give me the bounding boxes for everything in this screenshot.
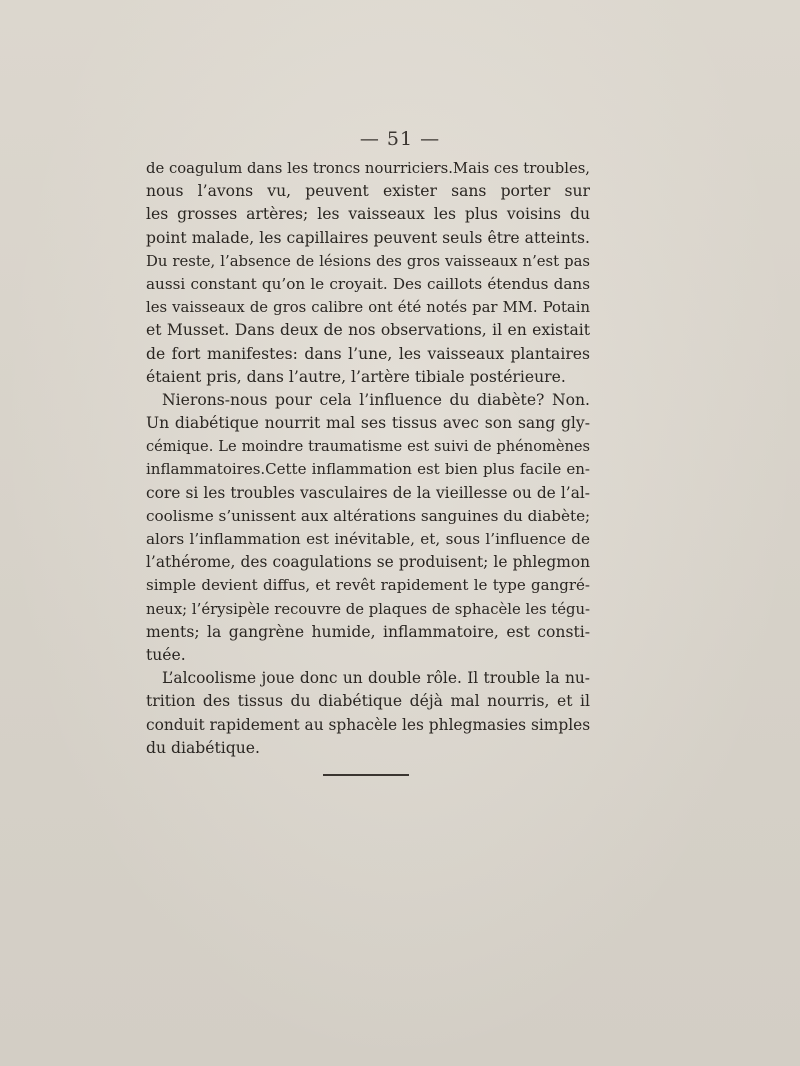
text-line: L’alcoolisme joue donc un double rôle. Il trouble la nu- [162, 669, 590, 688]
text-line: neux; l’érysipèle recouvre de plaques de sphacèle les tégu- [146, 600, 590, 618]
section-divider [323, 774, 409, 776]
text-line: Nierons-nous pour cela l’influence du diabète? Non. [162, 390, 590, 409]
text-line: conduit rapidement au sphacèle les phlegmasies simples [146, 715, 591, 734]
text-line: les vaisseaux de gros calibre ont été notés par MM. Potain [146, 299, 590, 317]
text-line: simple devient diffus, et revêt rapidement le type gangré- [146, 576, 590, 595]
text-line: étaient pris, dans l’autre, l’artère tibiale postérieure. [146, 367, 566, 386]
text-line: core si les troubles vasculaires de la vieillesse ou de l’al- [146, 483, 590, 502]
text-line: les grosses artères; les vaisseaux les plus voisins du [146, 205, 590, 224]
text-line: Du reste, l’absence de lésions des gros vaisseaux n’est pas [146, 252, 590, 270]
text-line: et Musset. Dans deux de nos observations, il en existait [146, 321, 590, 340]
text-line: cémique. Le moindre traumatisme est suivi de phénomènes [146, 438, 590, 456]
text-line: inflammatoires.Cette inflammation est bien plus facile en- [146, 460, 590, 479]
text-line: de coagulum dans les troncs nourriciers.Mais ces troubles, [146, 160, 590, 177]
text-line: nous l’avons vu, peuvent exister sans porter sur [146, 182, 590, 201]
page-number: — 51 — [359, 128, 441, 150]
text-line: alors l’inflammation est inévitable, et, sous l’influence de [146, 530, 590, 548]
text-line: tuée. [146, 645, 186, 664]
text-line: aussi constant qu’on le croyait. Des caillots étendus dans [146, 274, 590, 293]
body-text [146, 157, 590, 760]
text-line: point malade, les capillaires peuvent seuls être atteints. [146, 228, 590, 247]
text-line: de fort manifestes: dans l’une, les vaisseaux plantaires [146, 344, 590, 363]
text-line: l’athérome, des coagulations se produisent; le phlegmon [146, 553, 590, 572]
text-line: ments; la gangrène humide, inflammatoire, est consti- [146, 622, 590, 641]
text-line: Un diabétique nourrit mal ses tissus avec son sang gly- [146, 414, 590, 433]
text-line: coolisme s’unissent aux altérations sanguines du diabète; [146, 506, 591, 525]
text-line: du diabétique. [146, 738, 260, 757]
text-line: trition des tissus du diabétique déjà mal nourris, et il [146, 692, 590, 711]
